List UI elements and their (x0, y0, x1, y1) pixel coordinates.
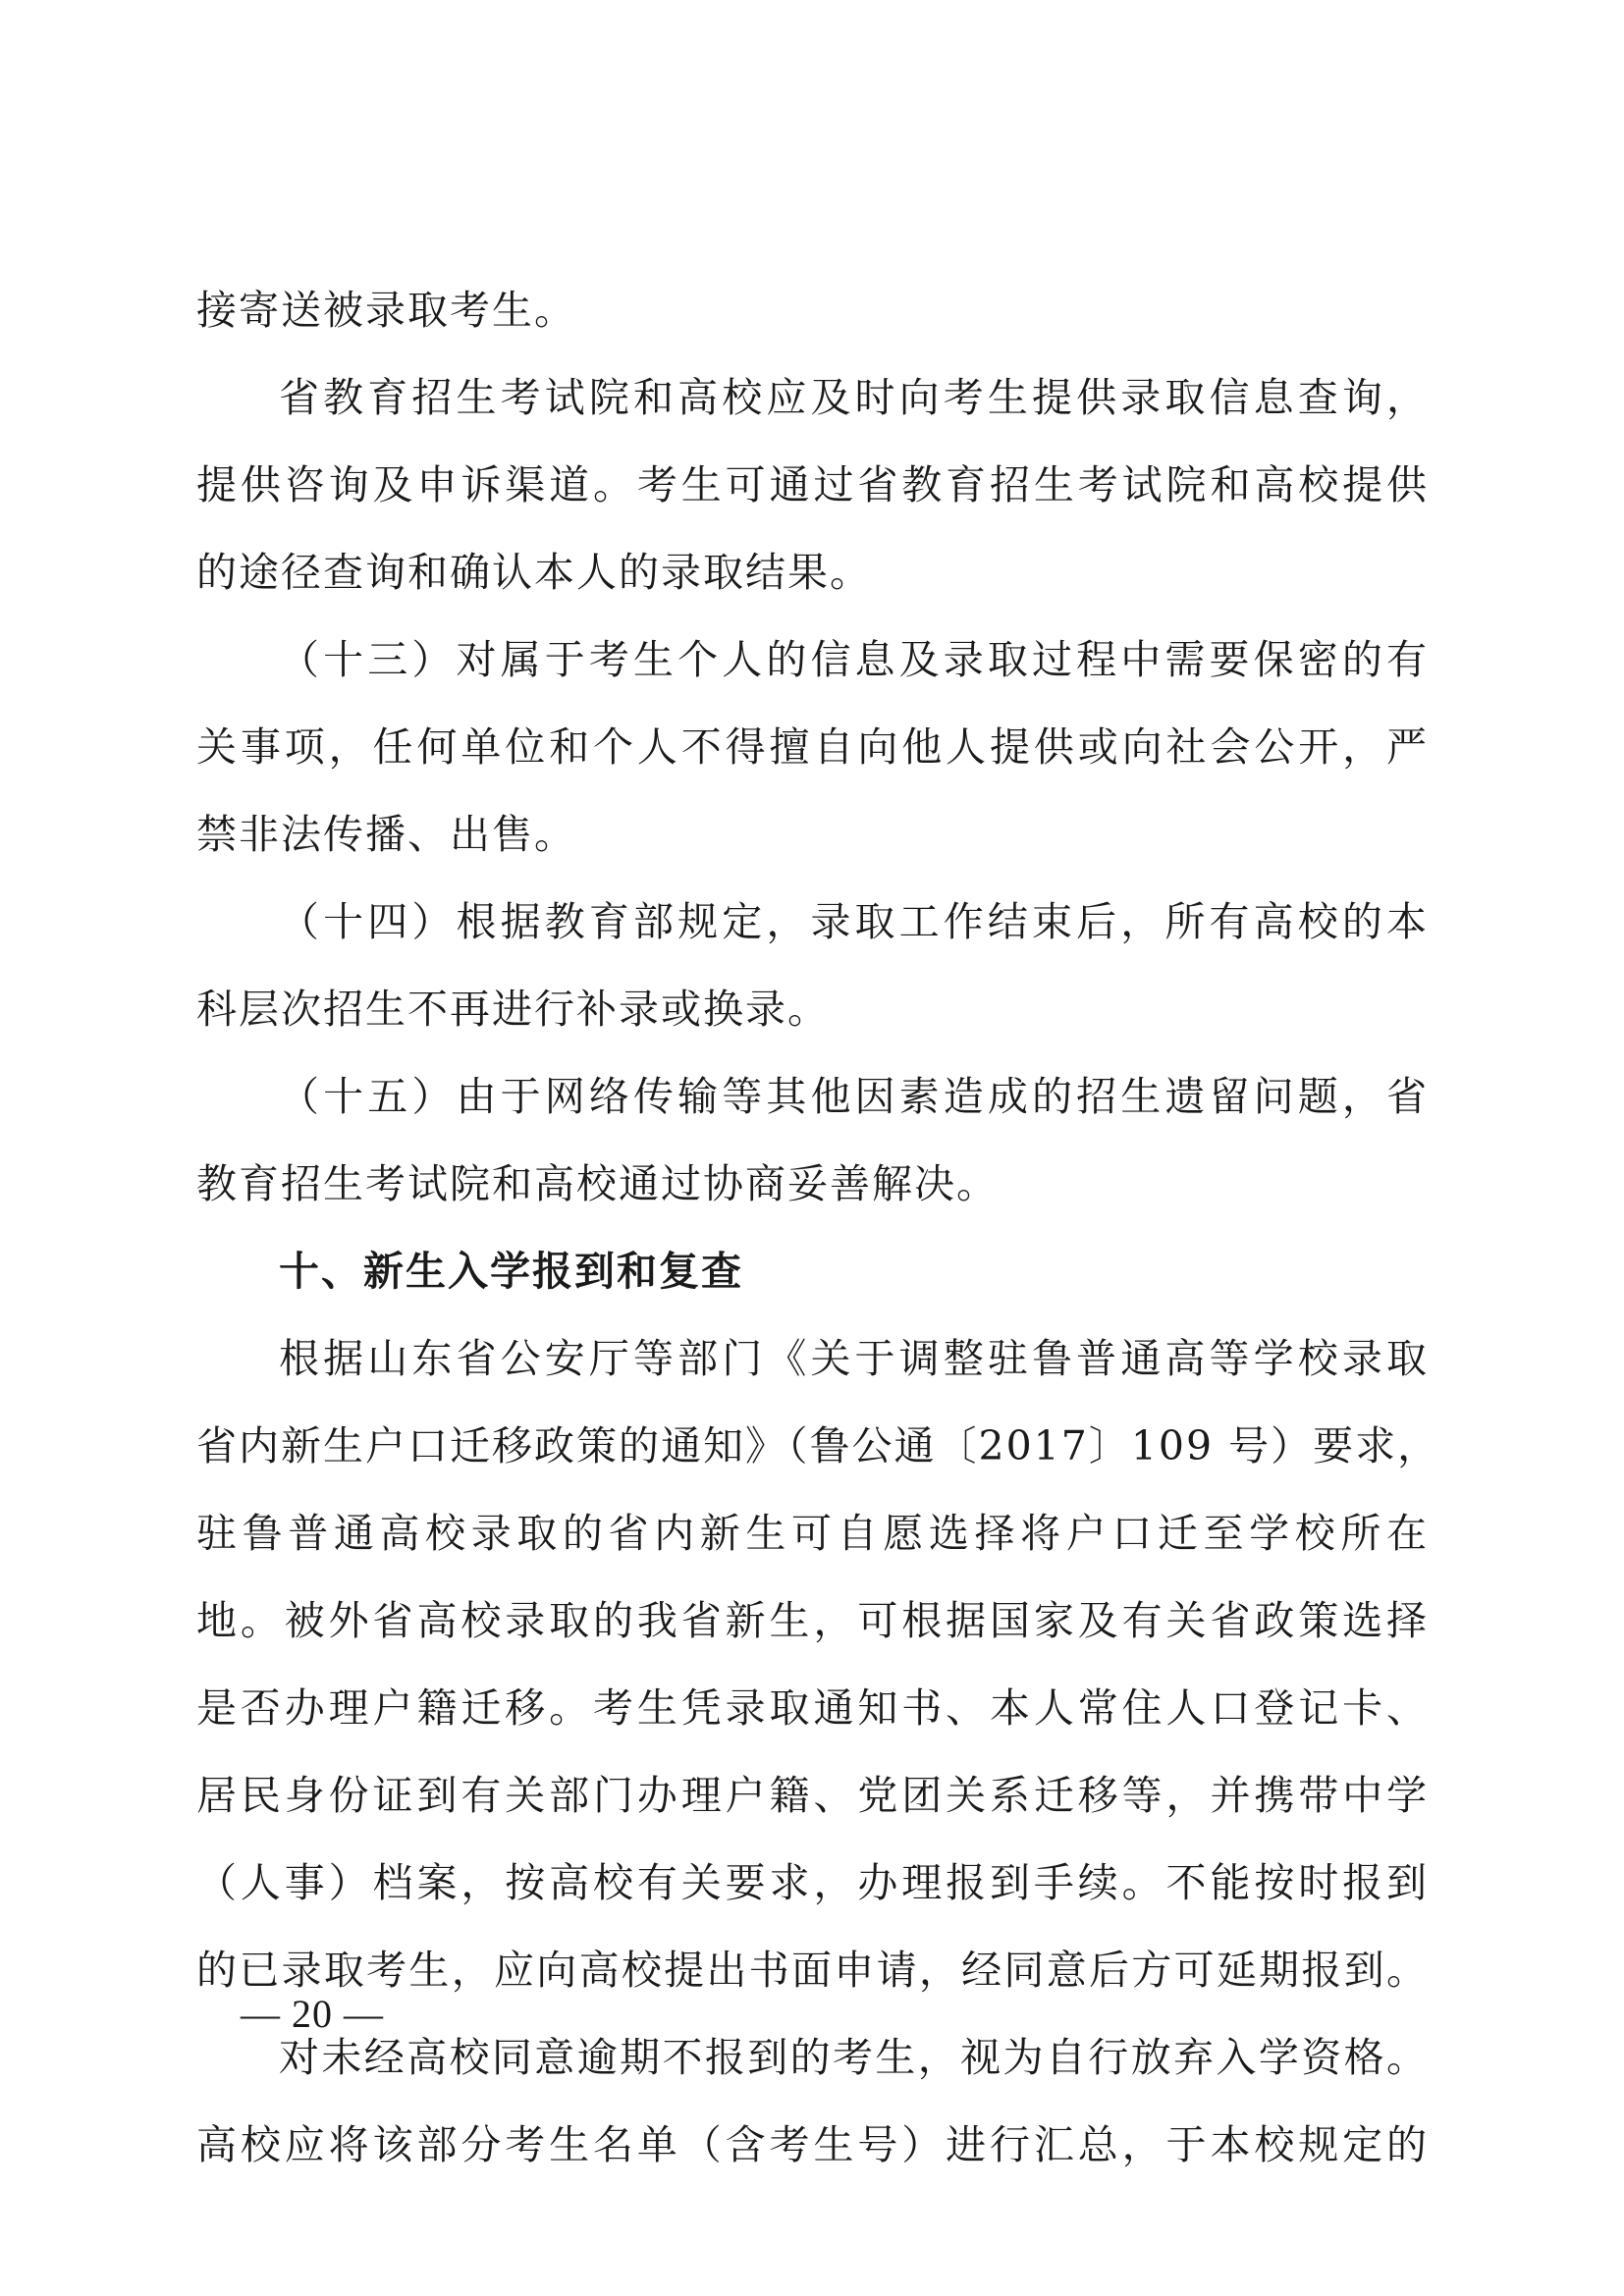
text-line: 的已录取考生，应向高校提出书面申请，经同意后方可延期报到。 (196, 1947, 1429, 1994)
text-line: 是否办理户籍迁移。考生凭录取通知书、本人常住人口登记卡、 (196, 1684, 1429, 1732)
text-line: 禁非法传播、出售。 (196, 811, 576, 858)
page-number: — 20 — (241, 1992, 384, 2036)
paragraph-start-line: 根据山东省公安厅等部门《关于调整驻鲁普通高等学校录取 (279, 1335, 1429, 1382)
text-line: 地。被外省高校录取的我省新生，可根据国家及有关省政策选择 (196, 1597, 1429, 1644)
text-line: 接寄送被录取考生。 (196, 287, 576, 334)
section-heading: 十、新生入学报到和复查 (279, 1248, 743, 1295)
item-14-line: （十四）根据教育部规定，录取工作结束后，所有高校的本 (279, 898, 1429, 945)
text-line: （人事）档案，按高校有关要求，办理报到手续。不能按时报到 (196, 1859, 1429, 1906)
paragraph-start-line: 对未经高校同意逾期不报到的考生，视为自行放弃入学资格。 (279, 2034, 1429, 2081)
paragraph-start-line: 省教育招生考试院和高校应及时向考生提供录取信息查询， (279, 374, 1429, 421)
text-line: 的途径查询和确认本人的录取结果。 (196, 549, 872, 596)
text-line: 教育招生考试院和高校通过协商妥善解决。 (196, 1160, 999, 1207)
text-line: 关事项，任何单位和个人不得擅自向他人提供或向社会公开，严 (196, 723, 1429, 771)
text-line: 驻鲁普通高校录取的省内新生可自愿选择将户口迁至学校所在 (196, 1510, 1429, 1557)
text-line: 提供咨询及申诉渠道。考生可通过省教育招生考试院和高校提供 (196, 461, 1429, 508)
text-line: 高校应将该部分考生名单（含考生号）进行汇总，于本校规定的 (196, 2121, 1429, 2168)
item-15-line: （十五）由于网络传输等其他因素造成的招生遗留问题，省 (279, 1073, 1429, 1120)
text-line: 居民身份证到有关部门办理户籍、党团关系迁移等，并携带中学 (196, 1772, 1429, 1819)
item-13-line: （十三）对属于考生个人的信息及录取过程中需要保密的有 (279, 636, 1429, 683)
text-line: 省内新生户口迁移政策的通知》（鲁公通〔2017〕109 号）要求， (196, 1422, 1440, 1469)
text-line: 科层次招生不再进行补录或换录。 (196, 986, 830, 1033)
document-body (196, 267, 1440, 2189)
